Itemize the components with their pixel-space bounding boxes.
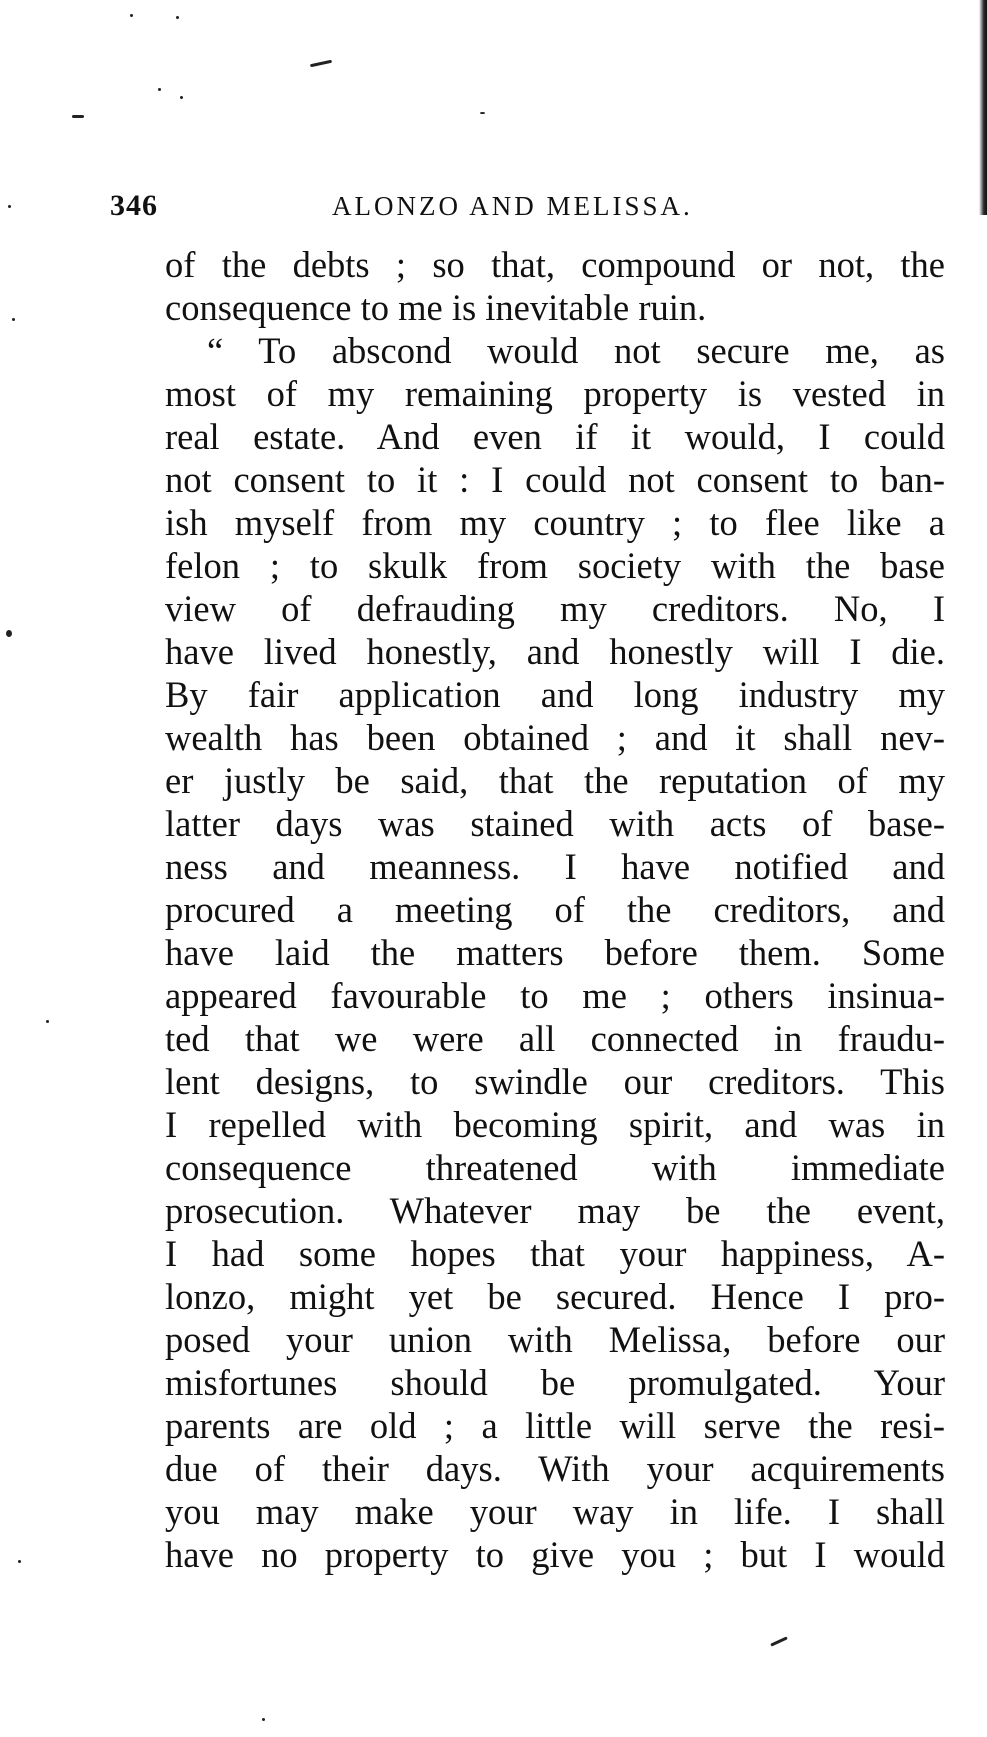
ink-speck	[18, 1560, 21, 1563]
ink-speck	[770, 1636, 788, 1646]
text-line: view of defrauding my creditors. No, I	[165, 588, 945, 629]
text-line: ted that we were all connected in fraudu-	[165, 1018, 945, 1059]
text-line: procured a meeting of the creditors, and	[165, 889, 945, 930]
text-line: wealth has been obtained ; and it shall nev-	[165, 717, 945, 758]
ink-speck	[6, 630, 12, 637]
text-line: er justly be said, that the reputation of my	[165, 760, 945, 801]
text-line: ish myself from my country ; to flee like a	[165, 502, 945, 543]
text-line: prosecution. Whatever may be the event,	[165, 1190, 945, 1231]
ink-speck	[262, 1718, 265, 1721]
text-line: lent designs, to swindle our creditors. This	[165, 1061, 945, 1102]
text-line: consequence threatened with immediate	[165, 1147, 945, 1188]
ink-speck	[176, 16, 179, 19]
text-line: parents are old ; a little will serve the resi-	[165, 1405, 945, 1446]
text-line: appeared favourable to me ; others insinua-	[165, 975, 945, 1016]
ink-speck	[310, 60, 332, 68]
text-line: have no property to give you ; but I would	[165, 1534, 945, 1575]
page-edge-shadow	[979, 0, 987, 215]
ink-speck	[12, 318, 15, 321]
body-text	[165, 243, 945, 1576]
ink-speck	[158, 88, 161, 91]
text-line: you may make your way in life. I shall	[165, 1491, 945, 1532]
ink-speck	[480, 112, 485, 114]
ink-speck	[180, 96, 183, 99]
text-line: posed your union with Melissa, before our	[165, 1319, 945, 1360]
text-line: By fair application and long industry my	[165, 674, 945, 715]
text-line: felon ; to skulk from society with the base	[165, 545, 945, 586]
text-line: due of their days. With your acquirements	[165, 1448, 945, 1489]
ink-speck	[8, 205, 11, 208]
text-line: ness and meanness. I have notified and	[165, 846, 945, 887]
text-line: I repelled with becoming spirit, and was in	[165, 1104, 945, 1145]
page-number: 346	[110, 189, 158, 222]
ink-speck	[46, 1020, 49, 1023]
ink-speck	[72, 115, 84, 118]
text-line: have laid the matters before them. Some	[165, 932, 945, 973]
text-line: of the debts ; so that, compound or not, the	[165, 244, 945, 285]
text-line: consequence to me is inevitable ruin.	[165, 287, 707, 328]
text-line: have lived honestly, and honestly will I die.	[165, 631, 945, 672]
text-line: I had some hopes that your happiness, A-	[165, 1233, 945, 1274]
text-line: real estate. And even if it would, I could	[165, 416, 945, 457]
text-line: lonzo, might yet be secured. Hence I pro-	[165, 1276, 945, 1317]
text-line: not consent to it : I could not consent to ban-	[165, 459, 945, 500]
ink-speck	[130, 14, 133, 17]
text-line: latter days was stained with acts of base-	[165, 803, 945, 844]
text-line: “ To abscond would not secure me, as	[207, 330, 945, 371]
running-head	[110, 186, 930, 226]
running-head-title: ALONZO AND MELISSA.	[332, 191, 693, 221]
text-line: misfortunes should be promulgated. Your	[165, 1362, 945, 1403]
text-line: most of my remaining property is vested in	[165, 373, 945, 414]
